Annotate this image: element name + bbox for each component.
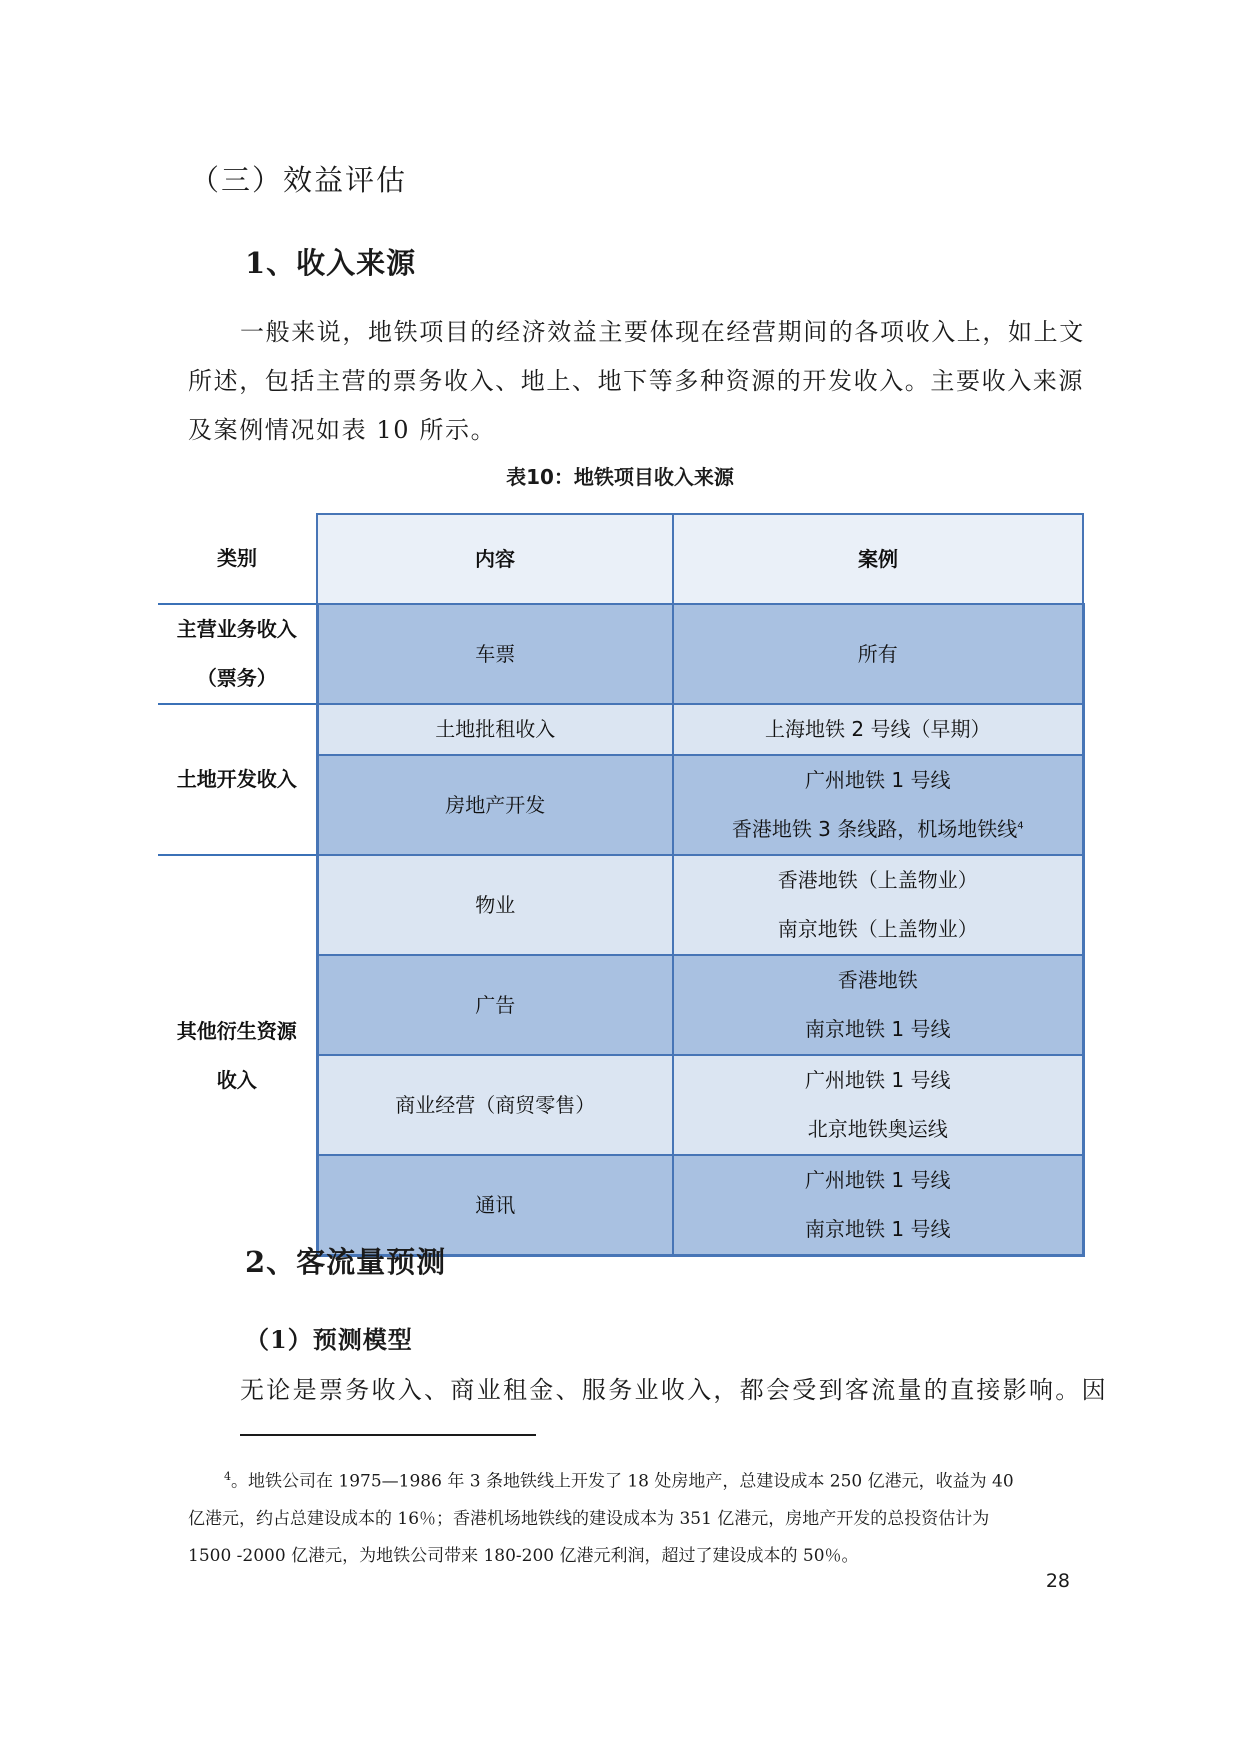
footnote-line: 1500 -2000 亿港元，为地铁公司带来 180-200 亿港元利润，超过了建设成本的 50％。 <box>188 1545 859 1566</box>
table-row <box>158 704 1083 755</box>
content-cell: 车票 <box>317 604 673 704</box>
case-line: 北京地铁奥运线 <box>807 1117 948 1141</box>
case-line <box>674 805 1082 854</box>
case-line: 南京地铁 1 号线 <box>805 1217 951 1241</box>
cases-cell <box>673 704 1083 755</box>
content-cell: 房地产开发 <box>317 755 673 855</box>
category-line: （票务） <box>196 666 277 690</box>
paragraph-line: 一般来说，地铁项目的经济效益主要体现在经营期间的各项收入上，如上文 <box>240 318 1085 346</box>
paragraph-income-intro <box>188 308 1085 455</box>
category-line: 收入 <box>216 1067 257 1092</box>
subsubsection-title-forecast-model: （1）预测模型 <box>245 1325 413 1354</box>
category-line: 土地开发收入 <box>176 767 297 791</box>
cases-cell <box>673 604 1083 704</box>
cases-cell <box>673 955 1083 1055</box>
content-cell: 物业 <box>317 855 673 955</box>
content-cell: 商业经营（商贸零售） <box>317 1055 673 1155</box>
cases-cell <box>673 755 1083 855</box>
subsection-title-income-sources: 1、收入来源 <box>245 246 417 280</box>
paragraph-line: 所述，包括主营的票务收入、地上、地下等多种资源的开发收入。主要收入来源 <box>188 367 1084 395</box>
table-row <box>158 604 1083 704</box>
case-line: 广州地铁 1 号线 <box>805 1068 951 1092</box>
footnote-number: 4 <box>224 1470 231 1483</box>
case-line: 广州地铁 1 号线 <box>805 768 951 792</box>
section-title: （三）效益评估 <box>190 163 408 197</box>
table-header-row <box>158 514 1083 604</box>
case-line: 广州地铁 1 号线 <box>805 1168 951 1192</box>
category-cell <box>158 855 317 1256</box>
case-line: 南京地铁（上盖物业） <box>777 917 978 941</box>
case-line: 香港地铁 <box>837 968 918 992</box>
cases-cell <box>673 1055 1083 1155</box>
page-number: 28 <box>1045 1570 1070 1592</box>
paragraph-line: 及案例情况如表 10 所示。 <box>188 416 497 444</box>
header-cases: 案例 <box>673 514 1083 604</box>
cases-cell <box>673 1155 1083 1256</box>
case-line: 所有 <box>857 641 898 666</box>
footnote-separator <box>240 1434 536 1436</box>
header-category: 类别 <box>158 514 317 604</box>
paragraph-ridership: 无论是票务收入、商业租金、服务业收入，都会受到客流量的直接影响。因 <box>240 1376 1108 1404</box>
category-cell <box>158 604 317 704</box>
content-cell: 通讯 <box>317 1155 673 1256</box>
table-row <box>158 855 1083 955</box>
footnote-text: 。地铁公司在 1975—1986 年 3 条地铁线上开发了 18 处房地产，总建设成本 250 亿港元，收益为 40 <box>231 1471 1014 1492</box>
category-line: 其他衍生资源 <box>176 1018 297 1043</box>
footnote <box>188 1458 1068 1575</box>
case-line: 香港地铁（上盖物业） <box>777 868 978 892</box>
case-text: 香港地铁 3 条线路，机场地铁线 <box>731 817 1018 841</box>
case-line: 南京地铁 1 号线 <box>805 1017 951 1041</box>
category-cell <box>158 704 317 855</box>
table-caption: 表10：地铁项目收入来源 <box>506 465 734 489</box>
income-sources-table <box>158 513 1085 1257</box>
footnote-marker[interactable]: 4 <box>1017 820 1024 832</box>
footnote-line <box>188 1458 1068 1501</box>
subsection-title-ridership-forecast: 2、客流量预测 <box>245 1245 447 1279</box>
footnote-line: 亿港元，约占总建设成本的 16％；香港机场地铁线的建设成本为 351 亿港元，房地产开发的总投资估计为 <box>188 1508 990 1529</box>
cases-cell <box>673 855 1083 955</box>
content-cell: 广告 <box>317 955 673 1055</box>
content-cell: 土地批租收入 <box>317 704 673 755</box>
category-line: 主营业务收入 <box>176 617 297 641</box>
case-line: 上海地铁 2 号线（早期） <box>765 717 991 741</box>
header-content: 内容 <box>317 514 673 604</box>
